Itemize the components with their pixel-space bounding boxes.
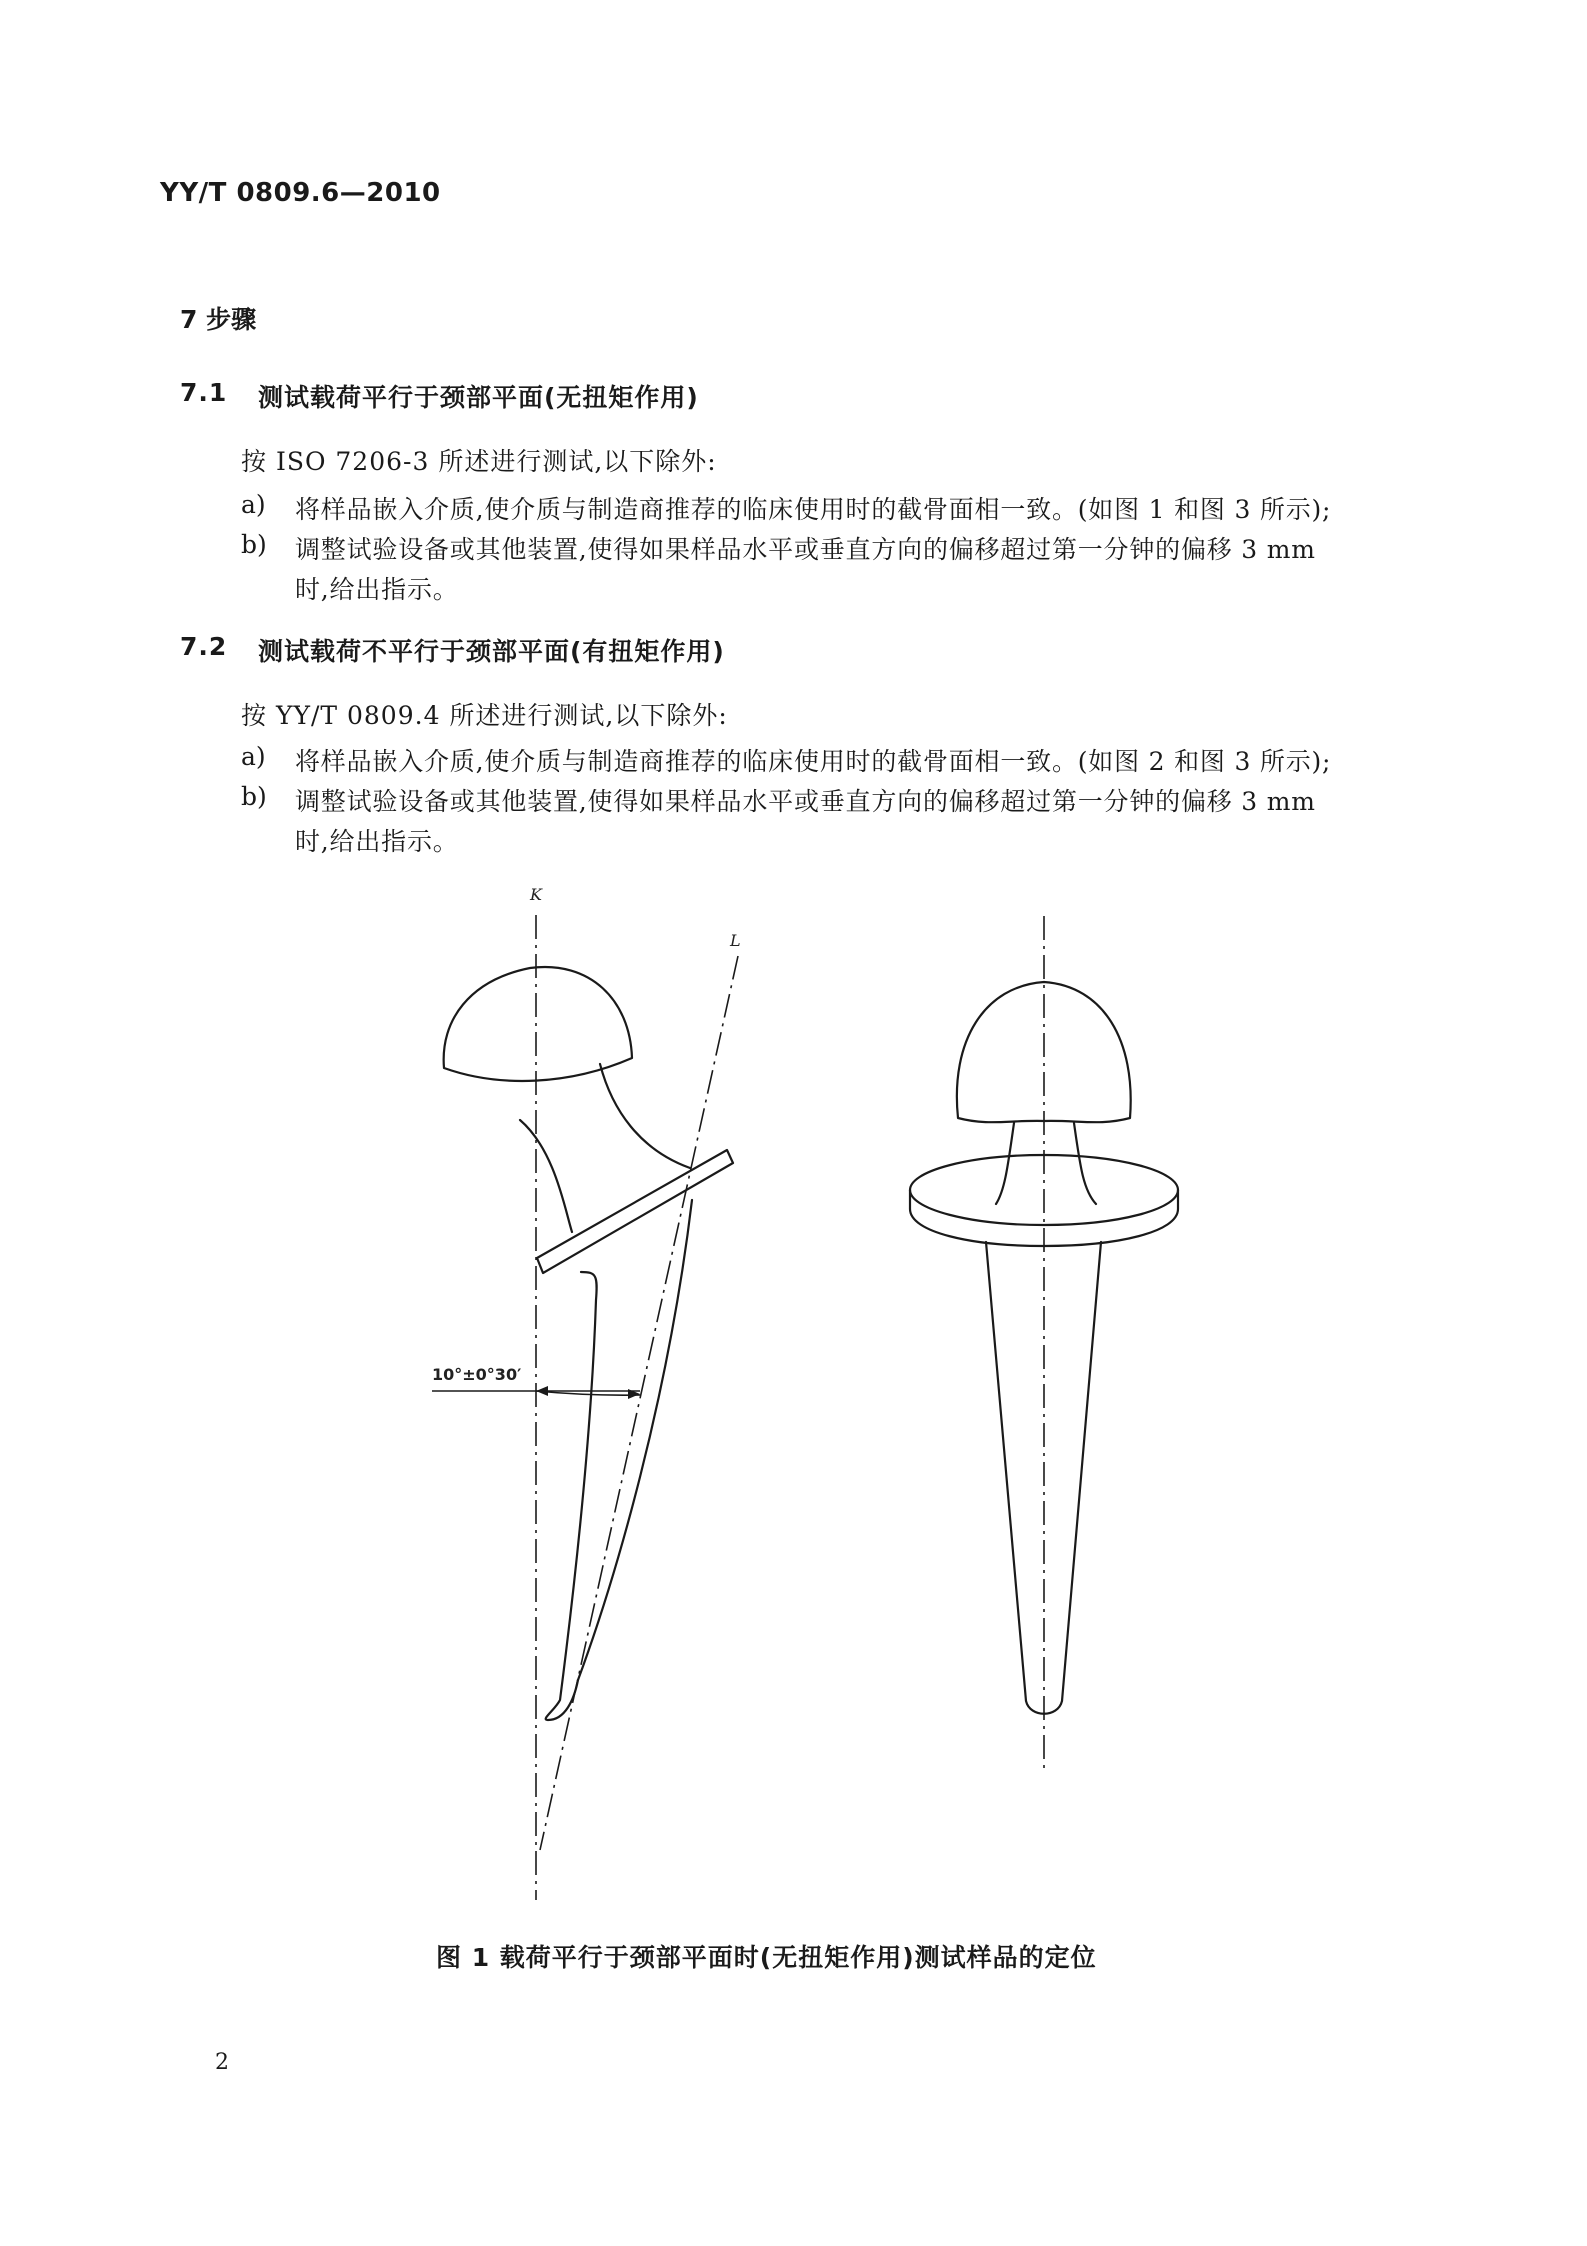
axis-k-label: K [530, 885, 542, 904]
subsection-7-1-number: 7.1 [180, 378, 228, 407]
subsection-7-1-title: 测试载荷平行于颈部平面(无扭矩作用) [258, 383, 699, 412]
item-a-text: 将样品嵌入介质,使介质与制造商推荐的临床使用时的截骨面相一致。(如图 2 和图 3 所示); [295, 747, 1332, 776]
subsection-7-1-intro: 按 ISO 7206-3 所述进行测试,以下除外: [241, 447, 717, 476]
right-implant-neck [996, 1123, 1096, 1204]
figure-caption: 图 1 载荷平行于颈部平面时(无扭矩作用)测试样品的定位 [436, 1943, 1097, 1972]
item-a-text: 将样品嵌入介质,使介质与制造商推荐的临床使用时的截骨面相一致。(如图 1 和图 3 所示); [295, 495, 1332, 524]
item-b-text-line1: 调整试验设备或其他装置,使得如果样品水平或垂直方向的偏移超过第一分钟的偏移 3 mm [295, 535, 1316, 564]
left-implant-neck [520, 1064, 690, 1232]
item-b-label: b) [241, 530, 267, 559]
left-femoral-head [444, 967, 632, 1081]
angle-arrow-left [536, 1386, 548, 1396]
standard-id: YY/T 0809.6—2010 [160, 178, 441, 208]
axis-l-label: L [730, 931, 741, 950]
item-b-text-line2: 时,给出指示。 [295, 827, 459, 856]
axis-l-line [540, 956, 738, 1850]
item-b-text-line1: 调整试验设备或其他装置,使得如果样品水平或垂直方向的偏移超过第一分钟的偏移 3 mm [295, 787, 1316, 816]
item-a-label: a) [241, 490, 266, 519]
section-title: 7 步骤 [180, 305, 257, 334]
item-b-label: b) [241, 782, 267, 811]
left-implant-stem [546, 1200, 692, 1720]
item-a-label: a) [241, 742, 266, 771]
angle-label: 10°±0°30′ [432, 1365, 522, 1384]
subsection-7-2-intro: 按 YY/T 0809.4 所述进行测试,以下除外: [241, 701, 728, 730]
item-b-text-line2: 时,给出指示。 [295, 575, 459, 604]
subsection-7-2-title: 测试载荷不平行于颈部平面(有扭矩作用) [258, 637, 725, 666]
page-number: 2 [215, 2050, 229, 2075]
subsection-7-2-number: 7.2 [180, 632, 228, 661]
